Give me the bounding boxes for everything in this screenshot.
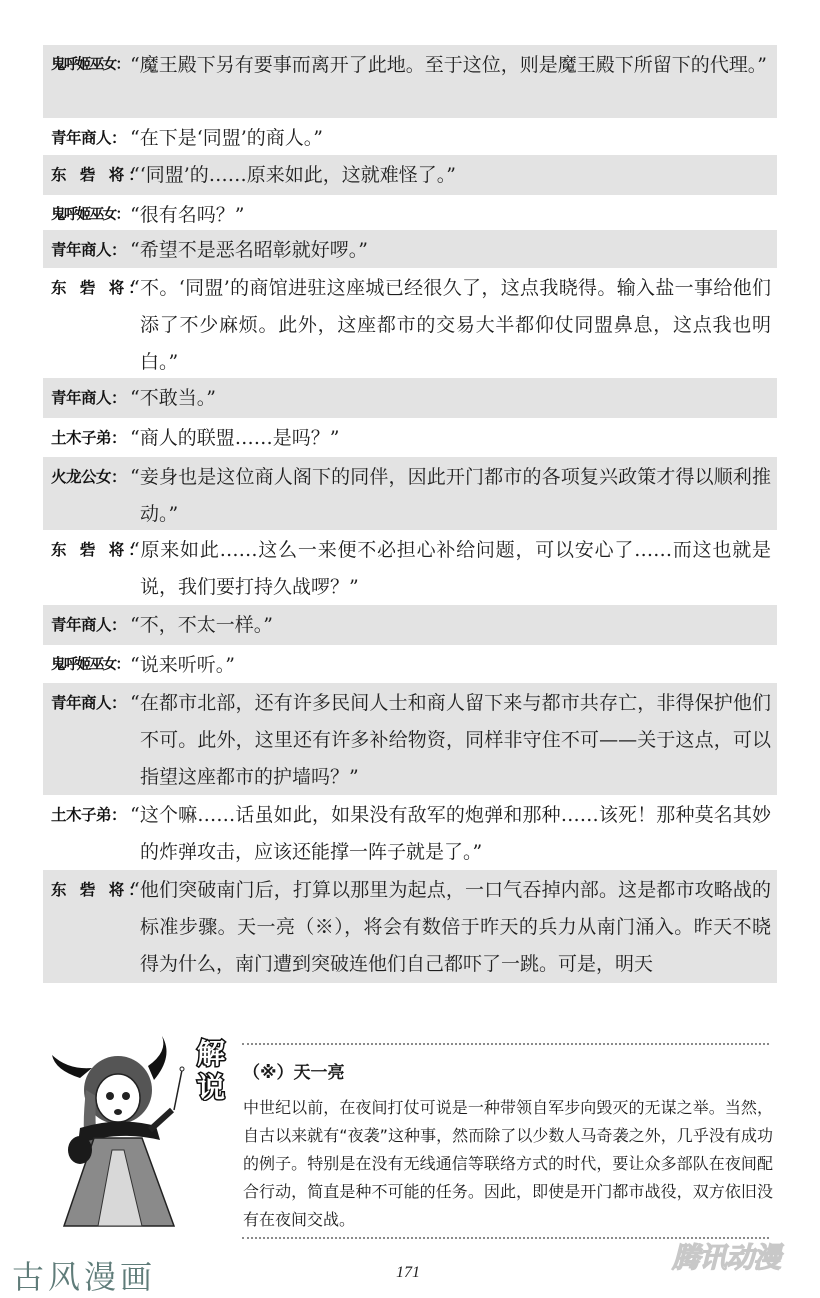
dialogue-text: “希望不是恶名昭彰就好啰。” (130, 239, 368, 261)
svg-text:解: 解 (196, 1037, 226, 1070)
dialogue-row (43, 118, 777, 155)
dialogue-row (43, 605, 777, 645)
speaker-name: 青年商人： (51, 389, 127, 407)
dialogue-text: “很有名吗？” (130, 204, 245, 226)
dialogue-row (43, 645, 777, 683)
dialogue-text: “这个嘛……话虽如此，如果没有敌军的炮弹和那种……该死！那种莫名其妙的炸弹攻击，应该还能撑一阵子就是了。” (130, 804, 771, 863)
speaker-name: 土木子弟： (51, 429, 127, 447)
dialogue-text: “不，不太一样。” (130, 614, 273, 636)
note-title: （※）天一亮 (243, 1063, 345, 1083)
dotted-divider-top (242, 1043, 769, 1045)
speaker-name: 青年商人： (51, 616, 127, 634)
commentary-badge (190, 1033, 232, 1101)
dialogue-row (43, 45, 777, 118)
speaker-name: 鬼呼姬巫女： (51, 657, 129, 673)
dialogue-text: “妾身也是这位商人阁下的同伴，因此开门都市的各项复兴政策才得以顺利推动。” (130, 466, 771, 525)
dialogue-text: “说来听听。” (130, 654, 235, 676)
speaker-name: 东 砦 将： (51, 166, 148, 184)
speaker-name: 鬼呼姬巫女： (51, 207, 129, 223)
dialogue-row (43, 870, 777, 983)
dialogue-row (43, 530, 777, 605)
watermark-tencent: 腾讯动漫 (672, 1241, 781, 1274)
speaker-name: 鬼呼姬巫女： (51, 57, 129, 73)
note-body: 中世纪以前，在夜间打仗可说是一种带领自军步向毁灭的无谋之举。当然，自古以来就有“夜袭”这种事，然而除了以少数人马奇袭之外，几乎没有成功的例子。特别是在没有无线通信等联络方式的时代，要让众多部队在夜间配合行动，简直是种不可能的任务。因此，即使是开门都市战役，双方依旧没有在夜间交战。 (243, 1098, 773, 1229)
dialogue-text: “不。‘同盟’的商馆进驻这座城已经很久了，这点我晓得。输入盐一事给他们添了不少麻烦。此外，这座都市的交易大半都仰仗同盟鼻息，这点我也明白。” (130, 277, 771, 373)
dialogue-row (43, 155, 777, 195)
dialogue-text: “‘同盟’的……原来如此，这就难怪了。” (130, 164, 457, 186)
dialogue-row (43, 457, 777, 530)
speaker-name: 火龙公女： (51, 468, 127, 486)
dialogue-row (43, 268, 777, 378)
dialogue-row (43, 795, 777, 870)
svg-text:说: 说 (196, 1071, 226, 1101)
watermark-gufeng: 古风漫画 (12, 1258, 157, 1296)
dialogue-row (43, 683, 777, 795)
dialogue-list (43, 45, 777, 983)
dialogue-text: “原来如此……这么一来便不必担心补给问题，可以安心了……而这也就是说，我们要打持久战啰？” (130, 539, 771, 598)
dialogue-row (43, 418, 777, 457)
dialogue-text: “商人的联盟……是吗？” (130, 427, 340, 449)
speaker-name: 青年商人： (51, 129, 127, 147)
speaker-name: 青年商人： (51, 241, 127, 259)
demon-girl-illustration (50, 1030, 190, 1230)
dialogue-row (43, 230, 777, 268)
speaker-name: 土木子弟： (51, 806, 127, 824)
dialogue-text: “在都市北部，还有许多民间人士和商人留下来与都市共存亡，非得保护他们不可。此外，这里还有许多补给物资，同样非守住不可——关于这点，可以指望这座都市的护墙吗？” (130, 692, 771, 788)
dialogue-text: “他们突破南门后，打算以那里为起点，一口气吞掉内部。这是都市攻略战的标准步骤。天一亮（※），将会有数倍于昨天的兵力从南门涌入。昨天不晓得为什么，南门遭到突破连他们自己都吓了一跳。可是，明天 (130, 879, 771, 975)
speaker-name: 东 砦 将： (51, 541, 148, 559)
dialogue-text: “不敢当。” (130, 387, 216, 409)
speaker-name: 东 砦 将： (51, 881, 148, 899)
speaker-name: 东 砦 将： (51, 279, 148, 297)
dialogue-text: “在下是‘同盟’的商人。” (130, 127, 324, 149)
dialogue-row (43, 378, 777, 418)
page-number: 171 (396, 1264, 420, 1281)
dialogue-row (43, 195, 777, 230)
dialogue-text: “魔王殿下另有要事而离开了此地。至于这位，则是魔王殿下所留下的代理。” (130, 54, 767, 76)
speaker-name: 青年商人： (51, 694, 127, 712)
